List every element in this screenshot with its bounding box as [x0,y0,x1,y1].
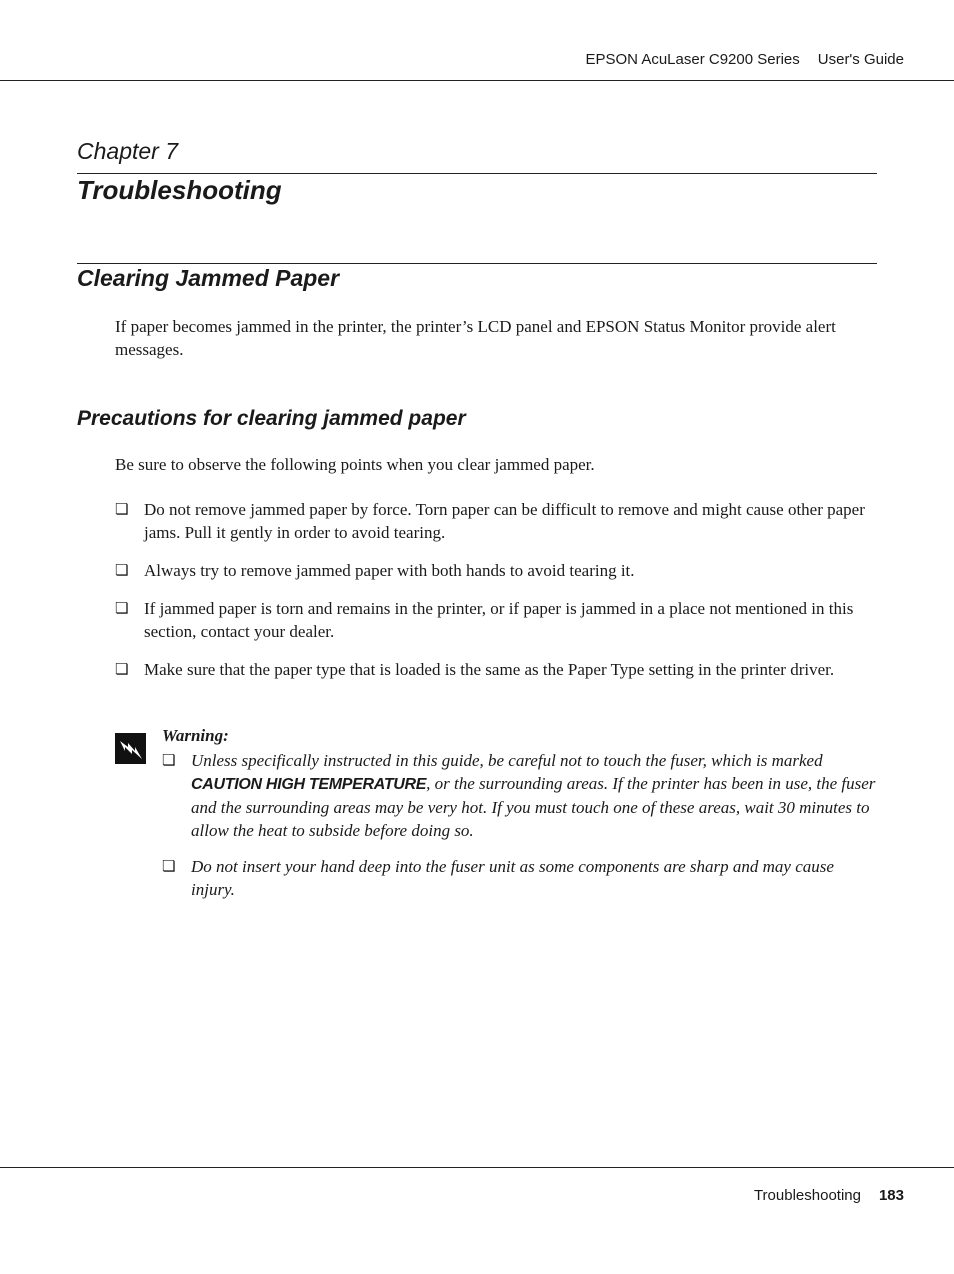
chapter-divider [77,173,877,174]
list-item [115,597,879,643]
subsection-title: Precautions for clearing jammed paper [77,407,466,430]
page-number: 183 [878,1187,904,1204]
checkbox-bullet-icon: ❏ [115,561,129,579]
footer-divider [0,1167,954,1168]
section-intro: If paper becomes jammed in the printer, the printer’s LCD panel and EPSON Status Monitor provide alert messages. [115,317,836,359]
chapter-title: Troubleshooting [77,175,282,205]
header-guide: User's Guide [817,51,904,68]
running-header [585,51,904,68]
header-product: EPSON AcuLaser C9200 Series [585,51,800,68]
list-item [115,658,879,681]
chapter-label: Chapter 7 [77,138,179,164]
warning-item-text: Do not insert your hand deep into the fuser unit as some components are sharp and may cause injury. [191,857,834,899]
list-item-text: Make sure that the paper type that is loaded is the same as the Paper Type setting in the printer driver. [144,660,835,679]
checkbox-bullet-icon: ❏ [115,599,129,617]
warning-text-part: , or the surrounding areas. If the printer has been in use, the fuser and the surrounding areas may be very hot. If you must touch one of these areas, wait 30 minutes to allow the heat to subside before doing so. [191,774,876,840]
list-item-text: If jammed paper is torn and remains in the printer, or if paper is jammed in a place not mentioned in this section, contact your dealer. [144,599,854,641]
footer-section: Troubleshooting [753,1187,861,1204]
section-divider [77,263,877,264]
warning-lightning-icon [115,733,146,764]
caution-label: CAUTION HIGH TEMPERATURE [191,776,427,793]
checkbox-bullet-icon: ❏ [115,500,129,518]
list-item [115,498,879,544]
warning-item [162,749,878,842]
list-item-text: Always try to remove jammed paper with both hands to avoid tearing it. [144,561,635,580]
list-item [115,559,879,582]
running-footer [754,1187,904,1204]
warning-item-text [191,749,878,842]
checkbox-bullet-icon: ❏ [162,857,176,875]
warning-item [162,855,878,901]
checkbox-bullet-icon: ❏ [115,660,129,678]
warning-text-part: Unless specifically instructed in this guide, be careful not to touch the fuser, which is marked [191,751,823,770]
checkbox-bullet-icon: ❏ [162,751,176,769]
warning-title: Warning: [162,726,229,745]
section-title: Clearing Jammed Paper [77,265,340,291]
subsection-intro: Be sure to observe the following points when you clear jammed paper. [115,455,595,474]
list-item-text: Do not remove jammed paper by force. Torn paper can be difficult to remove and might cause other paper jams. Pull it gently in order to avoid tearing. [144,500,865,542]
header-divider [0,80,954,81]
